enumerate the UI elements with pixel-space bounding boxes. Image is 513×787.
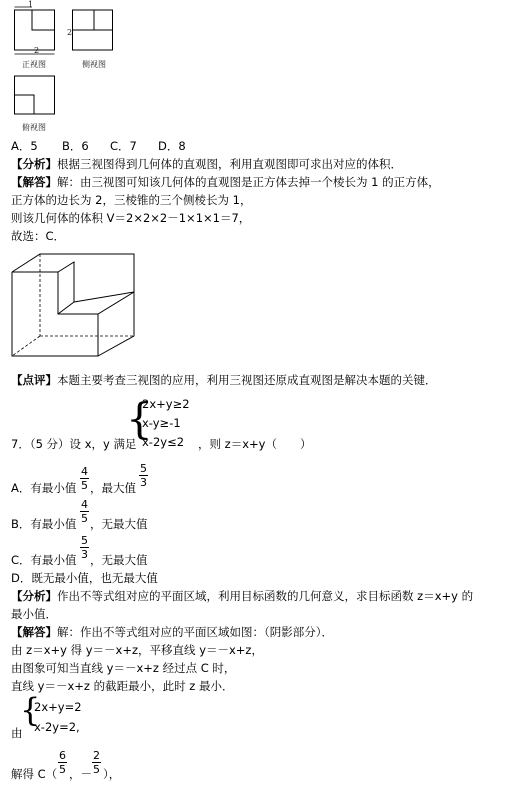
q7-solution-text-1: 解：作出不等式组对应的平面区域如图：（阴影部分）． [57,625,333,639]
q6-solution-tag: 【解答】 [11,175,57,189]
q6-analysis-text: 根据三视图得到几何体的直观图，利用直观图即可求出对应的体积． [57,157,402,171]
q6-analysis [11,157,402,171]
denominator: 5 [93,763,100,776]
front-view-caption: 正视图 [22,60,46,69]
side-view-left-number: 2 [67,28,73,37]
top-view-caption: 俯视图 [22,123,46,132]
q7-analysis-line-2: 最小值． [11,607,57,621]
q6-option-d: D．8 [158,139,186,153]
denominator: 3 [140,476,147,489]
side-view-caption: 侧视图 [82,60,106,69]
q7-solution-line-1 [11,625,333,639]
q7-option-b-prefix: B．有最小值 [11,517,77,531]
q6-solution-line-3: 则该几何体的体积 V＝2×2×2－1×1×1＝7， [11,211,251,225]
numerator: 6 [59,749,66,762]
q6-comment-tag: 【点评】 [11,373,57,387]
denominator: 3 [81,548,88,561]
q7-option-b-suffix: ，无最大值 [90,517,148,531]
q6-solution-line-2: 正方体的边长为 2，三棱锥的三个侧棱长为 1， [11,193,252,207]
q7-analysis-line-1 [11,589,473,603]
q7-point-c-y-fraction [92,750,101,775]
q7-solution-tag: 【解答】 [11,625,57,639]
cube-figure [10,252,140,364]
front-view-bottom-number: 2 [34,46,40,55]
q7-option-a-mid: ，最大值 [90,481,136,495]
numerator: 5 [140,462,147,475]
q6-option-c: C．7 [110,139,137,153]
q7-equation-brace: { [20,691,41,729]
q7-system-line-3: x-2y≤2 [142,435,185,449]
q7-system-line-2: x-y≥-1 [142,416,181,430]
q7-option-c-fraction [80,535,89,560]
q7-option-a-prefix: A．有最小值 [11,481,77,495]
numerator: 4 [81,498,88,511]
q7-analysis-tag: 【分析】 [11,589,57,603]
q7-option-d: D．既无最小值，也无最大值 [11,571,158,585]
q7-solution-line-4: 直线 y＝－x+z 的截距最小，此时 z 最小． [11,679,234,693]
q7-stem-suffix: ，则 z＝x+y（ ） [198,437,312,451]
q7-option-c-prefix: C．有最小值 [11,553,77,567]
q7-solution-line-2: 由 z＝x+y 得 y＝－x+z，平移直线 y＝－x+z， [11,643,263,657]
q7-option-c-suffix: ，无最大值 [90,553,148,567]
denominator: 5 [81,512,88,525]
denominator: 5 [59,763,66,776]
q6-solution-line-4: 故选：C． [11,229,66,243]
q7-option-a-fraction-1 [80,466,89,491]
q7-analysis-text-1: 作出不等式组对应的平面区域，利用目标函数的几何意义，求目标函数 z＝x+y 的 [57,589,474,603]
denominator: 5 [81,479,88,492]
side-view-figure [72,6,122,56]
q7-point-c-x-fraction [58,750,67,775]
q6-analysis-tag: 【分析】 [11,157,57,171]
q7-equation-line-2: x-2y=2, [34,720,80,734]
numerator: 2 [93,749,100,762]
q6-solution-text-1: 解：由三视图可知该几何体的直观图是正方体去掉一个棱长为 1 的正方体， [57,175,440,189]
q6-solution-line-1 [11,175,440,189]
q7-stem-prefix: 7．（5 分）设 x，y 满足 [11,437,137,451]
q7-option-b-fraction [80,499,89,524]
q7-option-a-fraction-2 [139,463,148,488]
q6-option-b: B．6 [62,139,89,153]
q7-close: ）， [103,767,121,781]
q6-option-a: A．5 [11,139,38,153]
q6-comment-text: 本题主要考查三视图的应用，利用三视图还原成直观图是解决本题的关键． [57,373,437,387]
q7-system-brace: { [126,394,153,443]
q7-you: 由 [11,726,23,740]
q7-jiede: 解得 C（ [11,767,58,781]
q7-system-line-1: 2x+y≥2 [142,397,190,411]
q7-equation-line-1: 2x+y=2 [34,700,82,714]
q7-comma: ，－ [69,767,92,781]
numerator: 4 [81,465,88,478]
front-view-top-number: 1 [28,0,34,9]
q6-comment [11,373,437,387]
top-view-figure [14,72,64,117]
q7-solution-line-3: 由图象可知当直线 y＝－x+z 经过点 C 时， [11,661,236,675]
numerator: 5 [81,534,88,547]
